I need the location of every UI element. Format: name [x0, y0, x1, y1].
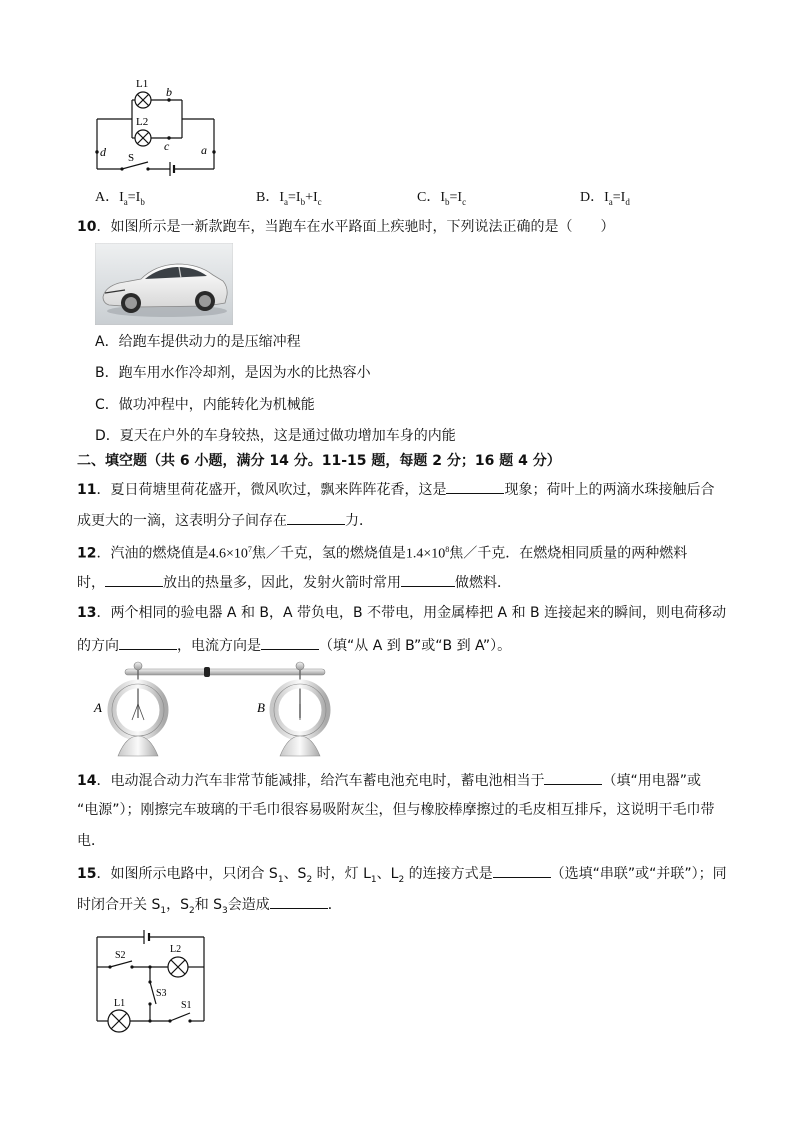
q10-stem: 10．如图所示是一新款跑车，当跑车在水平路面上疾驰时，下列说法正确的是（ ） [77, 219, 615, 235]
sports-car-image [95, 243, 233, 325]
circuit-diagram-q9 [90, 74, 220, 178]
q9-option-b: B．$I_a=I_b+I_c$ [256, 190, 322, 207]
label-c: c [164, 139, 170, 153]
q12-line1: 12．汽油的燃烧值是$4.6\times 10^7$焦／千克，氢的燃烧值是$1.4\times 10^8$焦／千克．在燃烧相同质量的两种燃料 [77, 545, 688, 562]
label-l2-q15: L2 [170, 944, 182, 955]
label-l2: L2 [136, 116, 149, 128]
label-l1: L1 [136, 78, 149, 90]
q11-line1: 11．夏日荷塘里荷花盛开，微风吹过，飘来阵阵花香，这是 现象；荷叶上的两滴水珠接触后合 [77, 479, 714, 499]
q10-option-a: A．给跑车提供动力的是压缩冲程 [95, 334, 301, 350]
q14-blank-1[interactable] [544, 770, 602, 785]
q15-blank-2[interactable] [270, 894, 328, 909]
label-s1: S1 [181, 1000, 192, 1011]
q10-option-b: B．跑车用水作冷却剂，是因为水的比热容小 [95, 365, 371, 381]
label-d: d [100, 145, 106, 159]
q9-options [95, 186, 735, 206]
q9-option-c: C．$I_b=I_c$ [417, 190, 467, 207]
q15-blank-1[interactable] [493, 863, 551, 878]
label-electroscope-a: A [94, 700, 102, 715]
q11-line2: 成更大的一滴，这表明分子间存在 力． [77, 510, 373, 530]
label-s3: S3 [156, 988, 167, 999]
q12-line2: 时， 放出的热量多，因此，发射火箭时常用 做燃料． [77, 572, 511, 592]
q14-line1: 14．电动混合动力汽车非常节能减排，给汽车蓄电池充电时，蓄电池相当于 （填“用电器”或 [77, 770, 701, 790]
q14-line2: “电源”）；刚擦完车玻璃的干毛巾很容易吸附灰尘，但与橡胶棒摩擦过的毛皮相互排斥，这说明干毛巾带 [77, 802, 715, 818]
q11-blank-1[interactable] [446, 479, 504, 494]
q14-line3: 电． [77, 833, 105, 849]
q10-option-d: D．夏天在户外的车身较热，这是通过做功增加车身的内能 [95, 428, 456, 444]
q13-line2: 的方向 ，电流方向是 （填“从 A 到 B”或“B 到 A”）。 [77, 635, 511, 655]
q15-line1: 15．如图所示电路中，只闭合 $S_1$、$S_2$ 时，灯 $L_1$、$L_2$ 的连接方式是 （选填“串联”或“并联”）；同 [77, 863, 727, 889]
q10-option-c: C．做功冲程中，内能转化为机械能 [95, 397, 315, 413]
section-title-fill-in: 二、填空题（共 6 小题，满分 14 分。11-15 题，每题 2 分；16 题 4 分） [77, 453, 561, 469]
electroscope-a [112, 662, 164, 756]
label-s2: S2 [115, 950, 126, 961]
q13-blank-2[interactable] [261, 635, 319, 650]
label-l1-q15: L1 [114, 998, 126, 1009]
q11-blank-2[interactable] [287, 510, 345, 525]
label-s: S [128, 152, 135, 164]
q13-blank-1[interactable] [119, 635, 177, 650]
q13-line1: 13．两个相同的验电器 A 和 B，A 带负电，B 不带电，用金属棒把 A 和 B 连接起来的瞬间，则电荷移动 [77, 605, 727, 621]
q9-option-d: D．$I_a=I_d$ [580, 190, 630, 207]
q12-blank-1[interactable] [105, 572, 163, 587]
q12-blank-2[interactable] [401, 572, 455, 587]
label-a: a [201, 143, 207, 157]
label-electroscope-b: B [257, 700, 265, 715]
electroscope-b [274, 662, 326, 756]
label-b: b [166, 85, 172, 99]
q9-option-a: A．$I_a=I_b$ [95, 190, 145, 207]
circuit-diagram-q15 [92, 924, 210, 1034]
q15-line2: 时闭合开关 $S_1$，$S_2$和 $S_3$会造成 ． [77, 894, 342, 920]
electroscopes-diagram [90, 660, 350, 760]
